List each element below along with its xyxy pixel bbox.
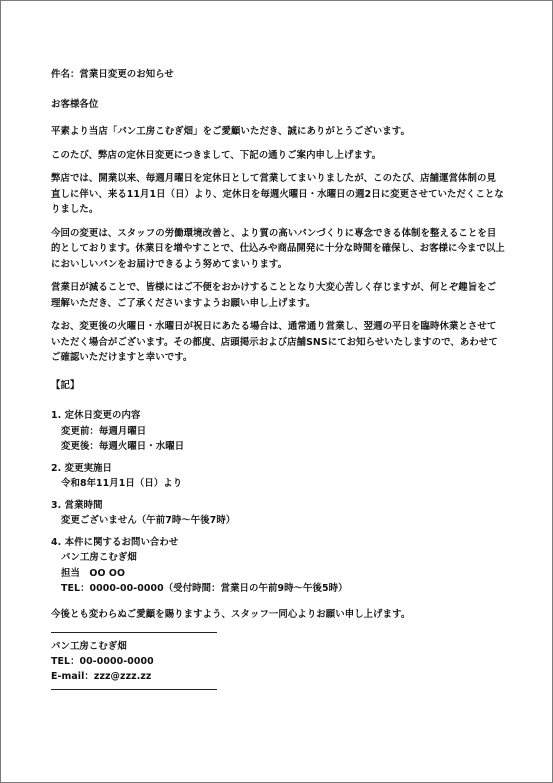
signature-rule-bottom: [51, 689, 217, 690]
list-item-schedule-change: [51, 408, 505, 455]
item-title: 4. 本件に関するお問い合わせ: [51, 536, 179, 548]
item-line: TEL：0000-00-0000（受付時間：営業日の午前9時～午後5時）: [61, 583, 348, 594]
item-line: 変更前：毎週月曜日: [61, 425, 147, 437]
item-line: 担当 OO OO: [61, 567, 126, 579]
subject-line: 件名：営業日変更のお知らせ: [51, 69, 174, 80]
ki-heading: 【記】: [51, 379, 80, 391]
paragraph-greeting: 平素より当店「パン工房こむぎ畑」をご愛顧いただき、誠にありがとうございます。: [51, 126, 410, 137]
item-line: パン工房こむぎ畑: [61, 552, 137, 563]
item-line: 変更ございません（午前7時～午後7時）: [61, 515, 236, 526]
closing-line: 今後とも変わらぬご愛顧を賜りますよう、スタッフ一同心よりお願い申し上げます。: [51, 608, 411, 620]
item-line: 令和8年11月1日（日）より: [61, 478, 183, 489]
paragraph-intro: このたび、弊店の定休日変更につきまして、下記の通りご案内申し上げます。: [51, 149, 382, 161]
paragraph-apology: 営業日が減ることで、皆様にはご不便をおかけすることとなり大変心苦しく存じますが、何とぞ趣旨をご理解いただき、ご了承くださいますようお願い申し上げます。: [51, 282, 497, 309]
letter-body: [51, 67, 505, 690]
list-item-effective-date: [51, 461, 505, 492]
signature-email: E-mail：zzz@zzz.zz: [51, 671, 152, 682]
list-item-business-hours: [51, 498, 505, 529]
signature-name: パン工房こむぎ畑: [51, 641, 127, 652]
paragraph-holiday-note: なお、変更後の火曜日・水曜日が祝日にあたる場合は、通常通り営業し、翌週の平日を臨時休業とさせていただく場合がございます。その都度、店頭掲示および店舗SNSにてお知らせいたしますので、あわせてご確認いただけますと幸いです。: [51, 321, 498, 363]
item-title: 3. 営業時間: [51, 499, 103, 511]
paragraph-change: 弊店では、開業以来、毎週月曜日を定休日として営業してまいりましたが、このたび、店舗運営体制の見直しに伴い、来る11月1日（日）より、定休日を毎週火曜日・水曜日の週2日に変更させていただくことなりました。: [51, 173, 504, 215]
signature-block: [51, 633, 505, 689]
addressee: お客様各位: [51, 98, 99, 110]
item-title: 1. 定休日変更の内容: [51, 410, 141, 421]
item-line: 変更後：毎週火曜日・水曜日: [61, 441, 185, 452]
signature-tel: TEL：00-0000-0000: [51, 656, 154, 667]
item-title: 2. 変更実施日: [51, 462, 113, 474]
paragraph-purpose: 今回の変更は、スタッフの労働環境改善と、より質の高いパンづくりに専念できる体制を整えることを目的としております。休業日を増やすことで、仕込みや商品開発に十分な時間を確保し、お客様に今まで以上においしいパンをお届けできるよう努めてまいります。: [51, 227, 505, 270]
list-item-contact: [51, 535, 505, 597]
